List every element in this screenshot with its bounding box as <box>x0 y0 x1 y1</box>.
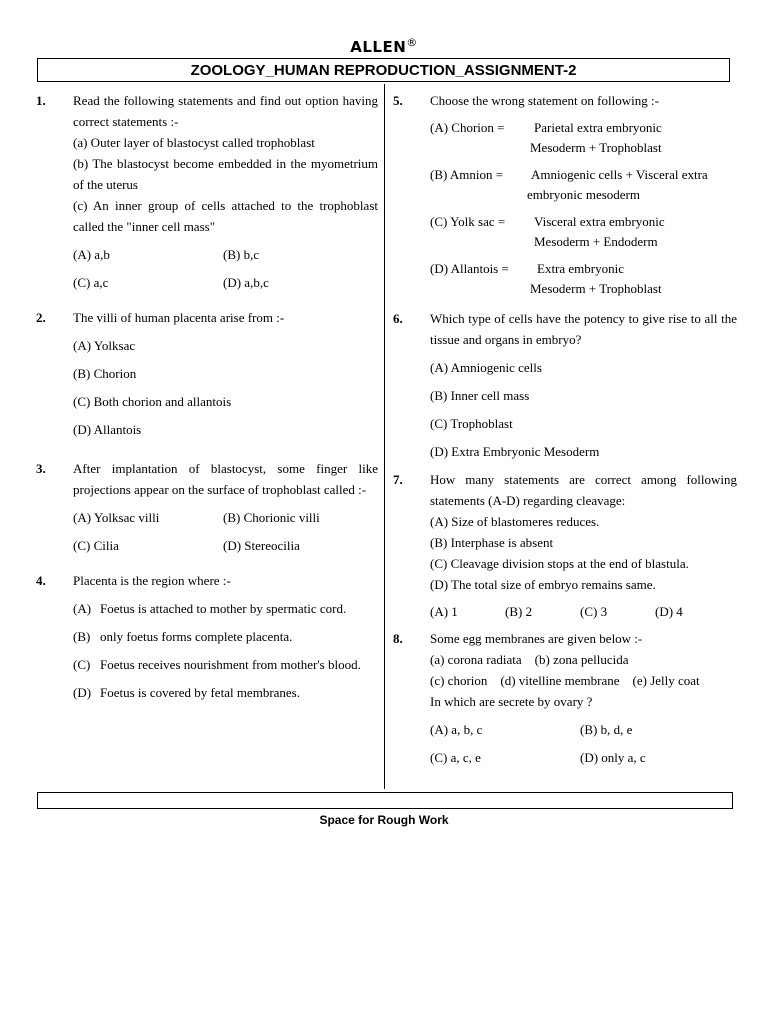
option-a[interactable]: (A) Amniogenic cells <box>430 360 542 375</box>
option-d[interactable]: (D) Allantois <box>73 422 142 437</box>
option-a[interactable]: (A) Chorion = Parietal extra embryonic Mesoderm + Trophoblast <box>430 120 662 155</box>
question-text: After implantation of blastocyst, some finger like projections appear on the surface of trophoblast called :- <box>73 461 378 497</box>
question-8 <box>393 628 737 768</box>
question-text: Which type of cells have the potency to give rise to all the tissue and organs in embryo? <box>430 311 737 347</box>
option-d[interactable]: (D) Stereocilia <box>223 538 300 553</box>
question-text: Placenta is the region where :- <box>73 573 231 588</box>
question-6 <box>393 308 737 462</box>
statement: (B) Interphase is absent <box>430 535 554 550</box>
option-a[interactable]: (A) Foetus is attached to mother by spermatic cord. <box>73 601 347 616</box>
allen-logo: ALLEN® <box>350 36 418 56</box>
question-text: Choose the wrong statement on following :- <box>430 93 659 108</box>
question-number: 5. <box>393 93 403 108</box>
question-text: How many statements are correct among following statements (A-D) regarding cleavage: <box>430 472 737 508</box>
option-c[interactable]: (C) Trophoblast <box>430 416 513 431</box>
question-number: 6. <box>393 311 403 326</box>
option-b[interactable]: (B) b, d, e <box>580 722 633 737</box>
question-number: 2. <box>36 310 46 325</box>
option-a[interactable]: (A) a,b <box>73 247 110 262</box>
statement: (c) chorion (d) vitelline membrane (e) Jelly coat <box>430 673 700 688</box>
statement: (D) The total size of embryo remains same. <box>430 577 656 592</box>
option-d[interactable]: (D) a,b,c <box>223 275 269 290</box>
question-text: Some egg membranes are given below :- <box>430 631 643 646</box>
option-c[interactable]: (C) Foetus receives nourishment from mother's blood. <box>73 657 361 672</box>
option-c[interactable]: (C) Both chorion and allantois <box>73 394 232 409</box>
option-d[interactable]: (D) only a, c <box>580 750 646 765</box>
question-7 <box>393 469 737 622</box>
option-a[interactable]: (A) Yolksac villi <box>73 510 160 525</box>
option-b[interactable]: (B) only foetus forms complete placenta. <box>73 629 293 644</box>
statement: (C) Cleavage division stops at the end of blastula. <box>430 556 689 571</box>
question-number: 8. <box>393 631 403 646</box>
left-column <box>36 90 378 703</box>
question-1 <box>36 90 378 293</box>
option-c[interactable]: (C) Yolk sac = Visceral extra embryonic Mesoderm + Endoderm <box>430 214 665 249</box>
question-number: 1. <box>36 93 46 108</box>
question-2 <box>36 307 378 440</box>
option-c[interactable]: (C) a,c <box>73 275 109 290</box>
question-number: 7. <box>393 472 403 487</box>
option-a[interactable]: (A) a, b, c <box>430 722 483 737</box>
rough-work-label: Space for Rough Work <box>319 813 449 827</box>
option-c[interactable]: (C) a, c, e <box>430 750 481 765</box>
question-5 <box>393 90 737 299</box>
statement: (a) corona radiata (b) zona pellucida <box>430 652 629 667</box>
option-d[interactable]: (D) Extra Embryonic Mesoderm <box>430 444 600 459</box>
option-a[interactable]: (A) 1 <box>430 604 458 619</box>
question-number: 4. <box>36 573 46 588</box>
statement: (a) Outer layer of blastocyst called trophoblast <box>73 135 315 150</box>
option-c[interactable]: (C) 3 <box>580 604 608 619</box>
option-b[interactable]: (B) b,c <box>223 247 260 262</box>
option-c[interactable]: (C) Cilia <box>73 538 119 553</box>
rough-work-box <box>37 792 733 809</box>
option-b[interactable]: (B) Chorionic villi <box>223 510 320 525</box>
option-d[interactable]: (D) Allantois = Extra embryonic Mesoderm + Trophoblast <box>430 261 662 296</box>
option-b[interactable]: (B) 2 <box>505 604 533 619</box>
question-text: The villi of human placenta arise from :- <box>73 310 285 325</box>
column-divider <box>384 84 385 789</box>
option-d[interactable]: (D) 4 <box>655 604 683 619</box>
question-number: 3. <box>36 461 46 476</box>
statement: (b) The blastocyst become embedded in the myometrium of the uterus <box>73 156 378 192</box>
statement: In which are secrete by ovary ? <box>430 694 593 709</box>
option-d[interactable]: (D) Foetus is covered by fetal membranes. <box>73 685 300 700</box>
option-b[interactable]: (B) Chorion <box>73 366 137 381</box>
right-column <box>393 90 737 768</box>
statement: (A) Size of blastomeres reduces. <box>430 514 600 529</box>
assignment-title: ZOOLOGY_HUMAN REPRODUCTION_ASSIGNMENT-2 <box>37 58 730 82</box>
question-text: Read the following statements and find out option having correct statements :- <box>73 93 378 129</box>
question-3 <box>36 458 378 556</box>
option-a[interactable]: (A) Yolksac <box>73 338 136 353</box>
question-4 <box>36 570 378 703</box>
option-b[interactable]: (B) Amnion = Amniogenic cells + Visceral extra embryonic mesoderm <box>430 167 708 202</box>
option-b[interactable]: (B) Inner cell mass <box>430 388 530 403</box>
statement: (c) An inner group of cells attached to the trophoblast called the "inner cell mass" <box>73 198 378 234</box>
